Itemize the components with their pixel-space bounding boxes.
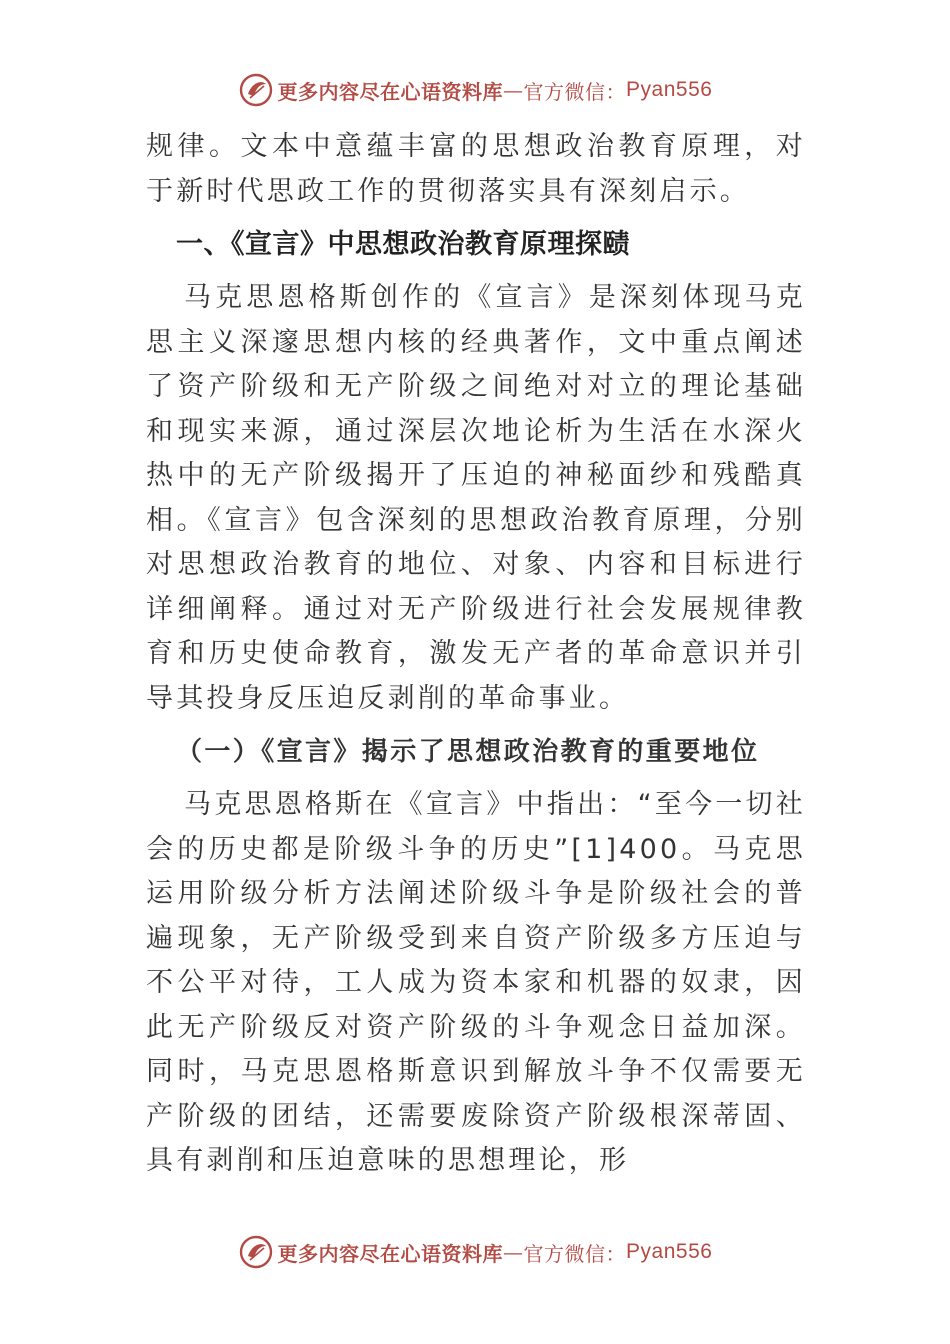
watermark-separator: —	[503, 78, 524, 102]
intro-paragraph: 规律。文本中意蕴丰富的思想政治教育原理，对于新时代思政工作的贯彻落实具有深刻启示。	[146, 131, 806, 207]
logo-icon	[238, 72, 274, 108]
watermark-site-name: 更多内容尽在心语资料库	[277, 79, 504, 104]
watermark-wechat-label: 官方微信：	[523, 79, 627, 104]
watermark-footer	[0, 1232, 950, 1272]
watermark-wechat-id: Pyan556	[626, 78, 713, 101]
subsection-heading: （一）《宣言》揭示了思想政治教育的重要地位	[176, 737, 760, 767]
watermark-wechat-label: 官方微信：	[523, 1241, 627, 1266]
watermark-wechat-id: Pyan556	[626, 1240, 713, 1263]
section-heading: 一、《宣言》中思想政治教育原理探赜	[176, 229, 630, 260]
watermark-header	[0, 70, 950, 110]
watermark-site-name: 更多内容尽在心语资料库	[277, 1241, 504, 1266]
section-paragraph: 马克思恩格斯创作的《宣言》是深刻体现马克思主义深邃思想内核的经典著作，文中重点阐述了资产阶级和无产阶级之间绝对对立的理论基础和现实来源，通过深层次地论析为生活在水深火热中的无产阶级揭开了压迫的神秘面纱和残酷真相。《宣言》包含深刻的思想政治教育原理，分别对思想政治教育的地位、对象、内容和目标进行详细阐释。通过对无产阶级进行社会发展规律教育和历史使命教育，激发无产者的革命意识并引导其投身反压迫反剥削的革命事业。	[146, 282, 806, 714]
document-body	[146, 125, 806, 1184]
watermark-separator: —	[503, 1240, 524, 1264]
logo-icon	[238, 1234, 274, 1270]
subsection-paragraph: 马克思恩格斯在《宣言》中指出：“至今一切社会的历史都是阶级斗争的历史”[1]400。马克思运用阶级分析方法阐述阶级斗争是阶级社会的普遍现象，无产阶级受到来自资产阶级多方压迫与不公平对待，工人成为资本家和机器的奴隶，因此无产阶级反对资产阶级的斗争观念日益加深。同时，马克思恩格斯意识到解放斗争不仅需要无产阶级的团结，还需要废除资产阶级根深蒂固、具有剥削和压迫意味的思想理论，形	[146, 789, 806, 1176]
